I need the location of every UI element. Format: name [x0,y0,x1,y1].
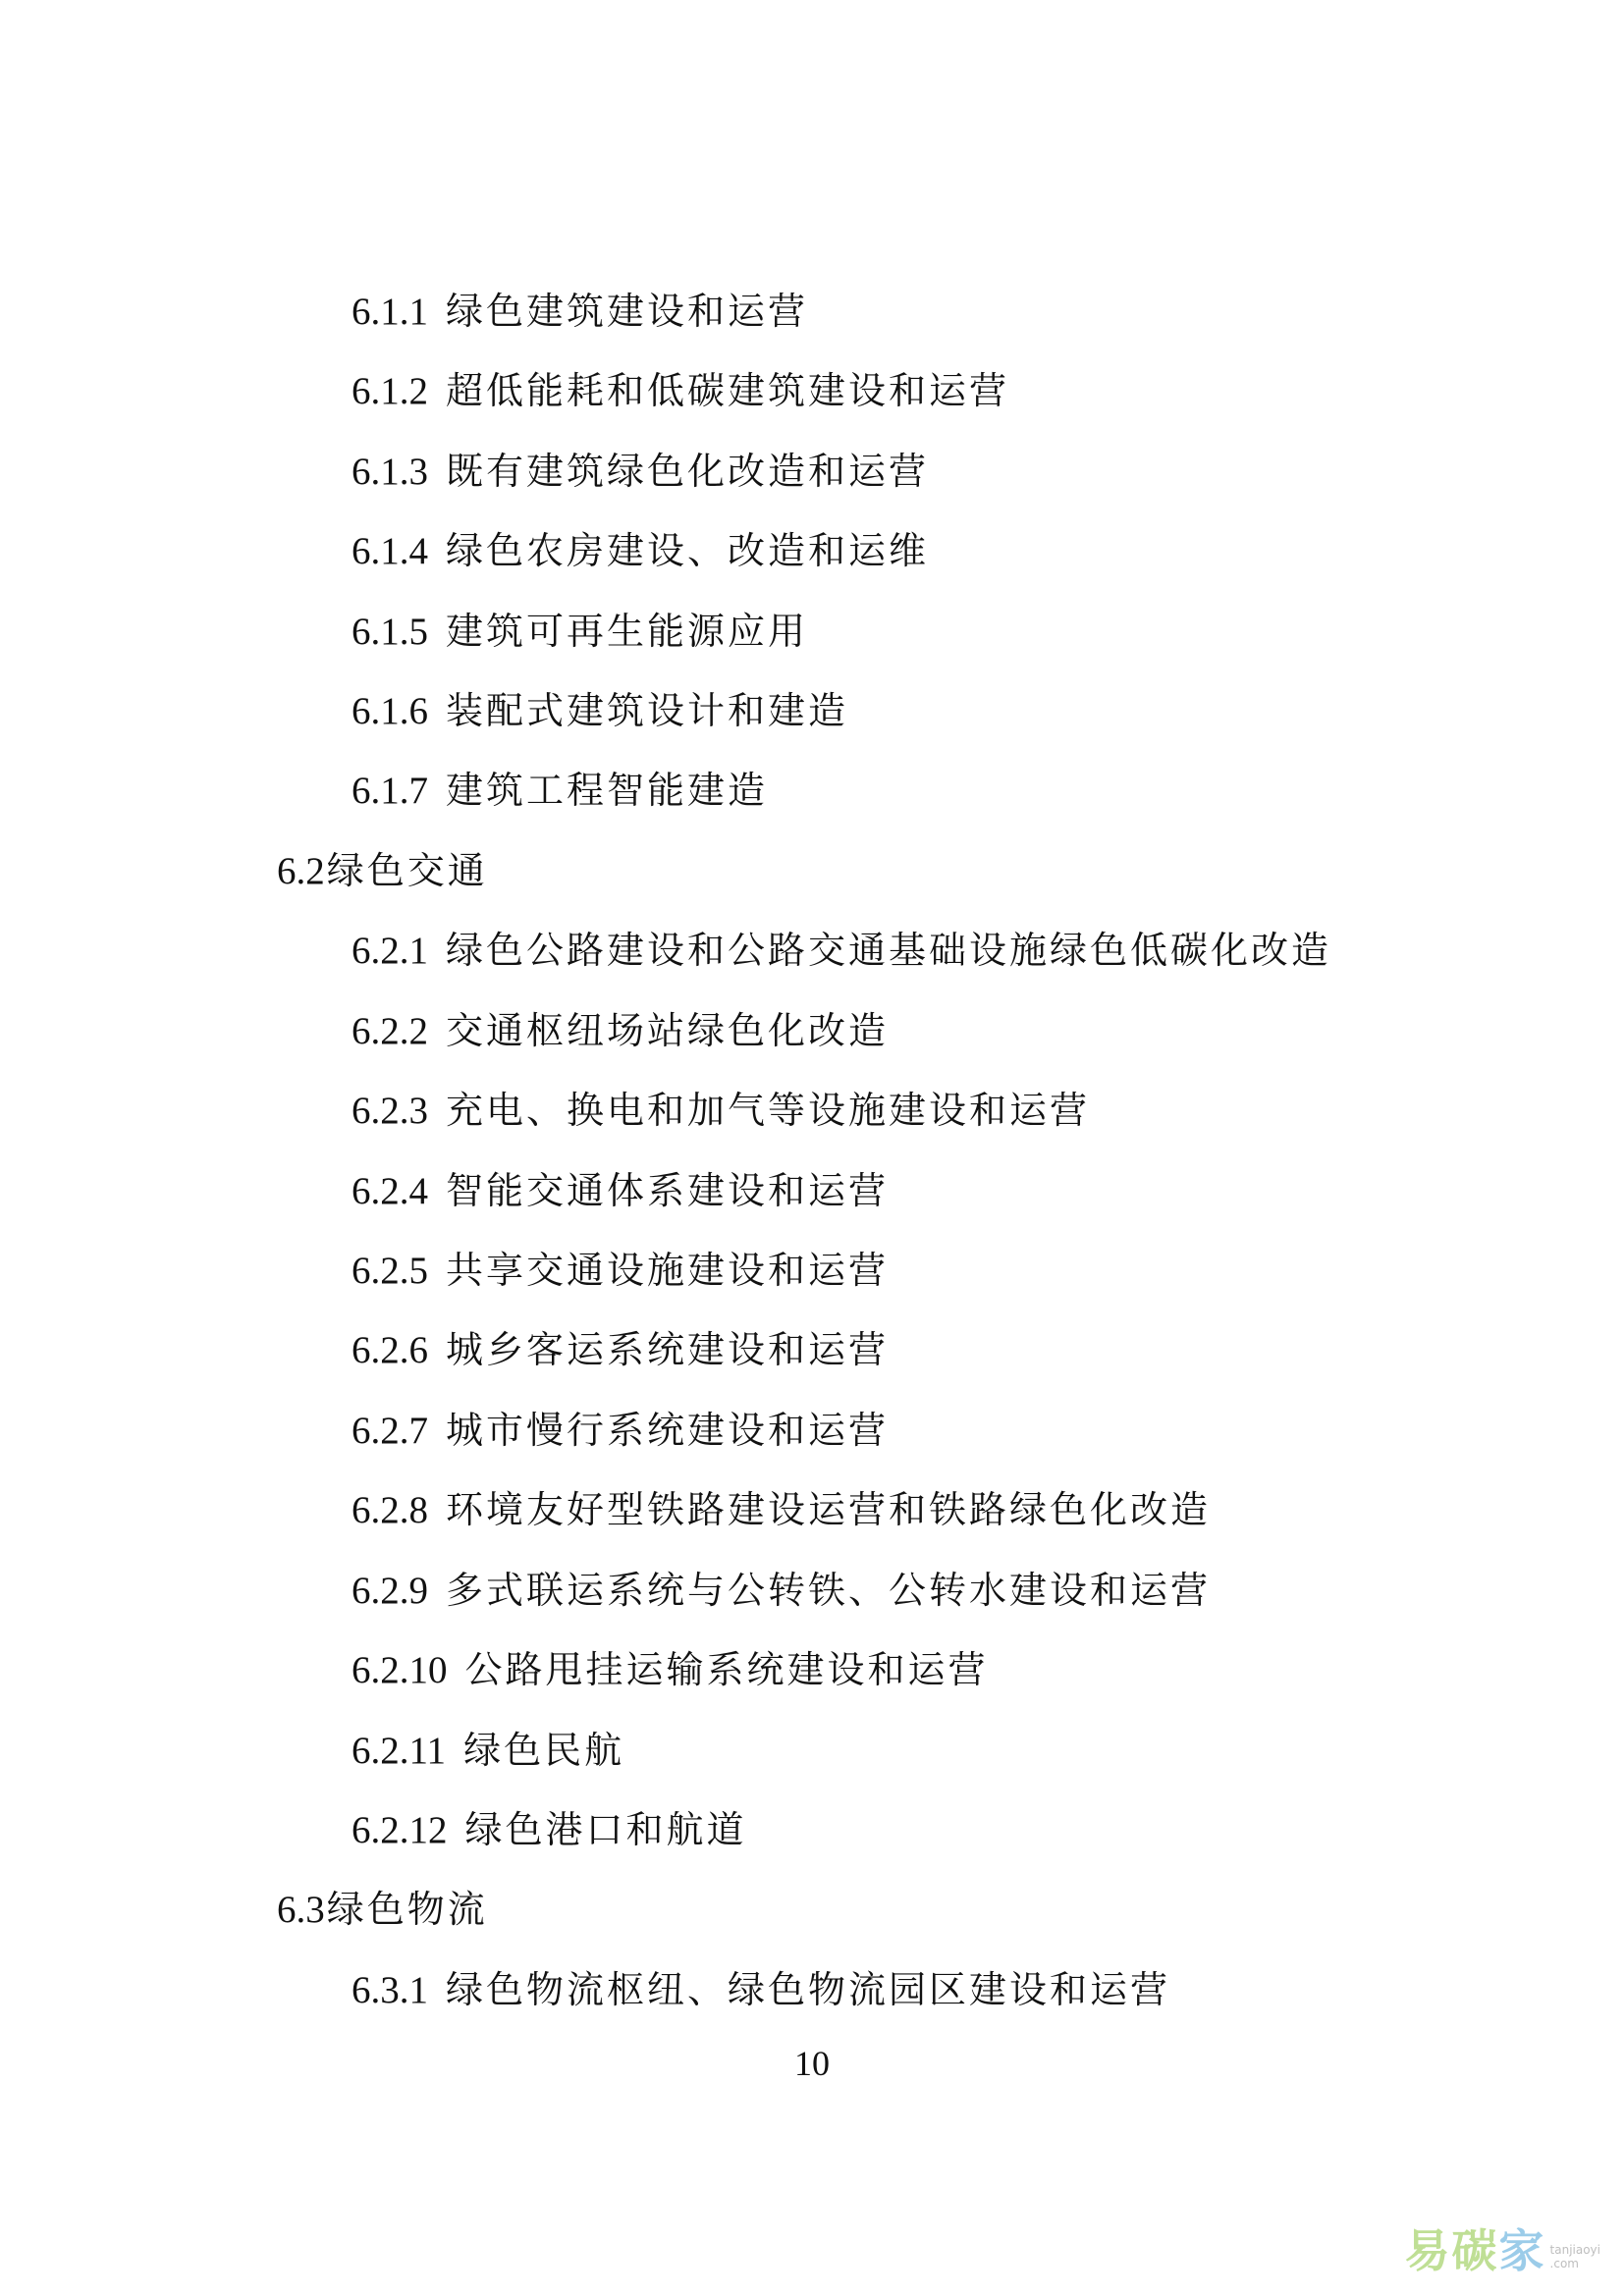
toc-entry-6-2-4 [352,1167,889,1214]
toc-number: 6.1.4 [352,530,428,572]
toc-title: 共享交通设施建设和运营 [446,1249,890,1292]
page-number: 10 [794,2044,830,2083]
watermark-brand [1405,2216,1546,2280]
toc-entry-6-2-10 [352,1646,989,1693]
toc-number: 6.3 [277,1889,325,1931]
toc-entry-6-1-4 [352,527,929,574]
toc-title: 智能交通体系建设和运营 [446,1169,890,1212]
toc-number: 6.2.12 [352,1809,448,1851]
toc-section-6-3 [277,1886,488,1933]
toc-title: 城市慢行系统建设和运营 [446,1409,890,1452]
toc-entry-6-2-9 [352,1567,1211,1614]
toc-number: 6.2 [277,850,325,892]
toc-title: 绿色公路建设和公路交通基础设施绿色低碳化改造 [446,929,1332,972]
watermark-domain-line2: .com [1549,2257,1579,2270]
toc-number: 6.1.5 [352,611,428,653]
toc-number: 6.2.3 [352,1090,428,1132]
toc-title: 建筑工程智能建造 [446,769,769,812]
watermark-logo [1405,2217,1600,2280]
toc-entry-6-2-2 [352,1007,889,1054]
toc-title: 环境友好型铁路建设运营和铁路绿色化改造 [446,1488,1212,1531]
toc-title: 绿色物流枢纽、绿色物流园区建设和运营 [446,1968,1171,2011]
toc-number: 6.2.11 [352,1730,447,1772]
watermark-domain [1550,2243,1600,2270]
toc-entry-6-2-12 [352,1806,747,1853]
toc-number: 6.1.6 [352,690,428,732]
toc-title: 多式联运系统与公转铁、公转水建设和运营 [446,1569,1212,1612]
toc-title: 公路甩挂运输系统建设和运营 [464,1648,989,1691]
toc-number: 6.1.3 [352,451,428,493]
toc-entry-6-2-1 [352,927,1331,974]
toc-title: 建筑可再生能源应用 [446,610,809,653]
toc-title: 超低能耗和低碳建筑建设和运营 [446,369,1010,412]
toc-number: 6.2.10 [352,1649,448,1691]
toc-entry-6-1-6 [352,687,848,734]
toc-entry-6-1-7 [352,767,768,814]
toc-entry-6-2-6 [352,1326,889,1373]
toc-title: 充电、换电和加气等设施建设和运营 [446,1089,1091,1132]
toc-number: 6.2.4 [352,1170,428,1212]
toc-title: 城乡客运系统建设和运营 [446,1328,890,1371]
toc-title: 既有建筑绿色化改造和运营 [446,450,930,493]
toc-entry-6-2-5 [352,1247,889,1294]
toc-entry-6-1-1 [352,288,808,335]
toc-title: 绿色交通 [326,849,488,892]
toc-entry-6-3-1 [352,1966,1170,2013]
watermark-brand-part1: 易碳 [1404,2224,1499,2277]
toc-number: 6.2.1 [352,930,428,972]
toc-number: 6.1.2 [352,370,428,412]
toc-number: 6.2.2 [352,1010,428,1052]
toc-title: 绿色物流 [326,1888,488,1931]
toc-title: 装配式建筑设计和建造 [446,689,849,732]
toc-number: 6.2.9 [352,1570,428,1612]
toc-number: 6.1.7 [352,770,428,812]
toc-number: 6.3.1 [352,1969,428,2011]
toc-title: 绿色农房建设、改造和运维 [446,529,930,572]
toc-entry-6-2-11 [352,1727,624,1774]
watermark-domain-line1: tanjiaoyi [1549,2243,1600,2257]
toc-entry-6-1-2 [352,367,1009,414]
toc-title: 绿色建筑建设和运营 [446,290,809,333]
toc-number: 6.1.1 [352,291,428,333]
toc-entry-6-1-3 [352,448,929,495]
toc-number: 6.2.5 [352,1250,428,1292]
toc-number: 6.2.8 [352,1489,428,1531]
toc-entry-6-2-7 [352,1407,889,1454]
toc-number: 6.2.7 [352,1410,428,1452]
toc-entry-6-1-5 [352,608,808,655]
toc-number: 6.2.6 [352,1329,428,1371]
toc-title: 交通枢纽场站绿色化改造 [446,1009,890,1052]
watermark-brand-part2: 家 [1498,2224,1546,2277]
toc-section-6-2 [277,847,488,894]
toc-entry-6-2-3 [352,1087,1090,1134]
toc-entry-6-2-8 [352,1486,1211,1533]
toc-title: 绿色港口和航道 [464,1808,747,1851]
toc-title: 绿色民航 [463,1729,625,1772]
